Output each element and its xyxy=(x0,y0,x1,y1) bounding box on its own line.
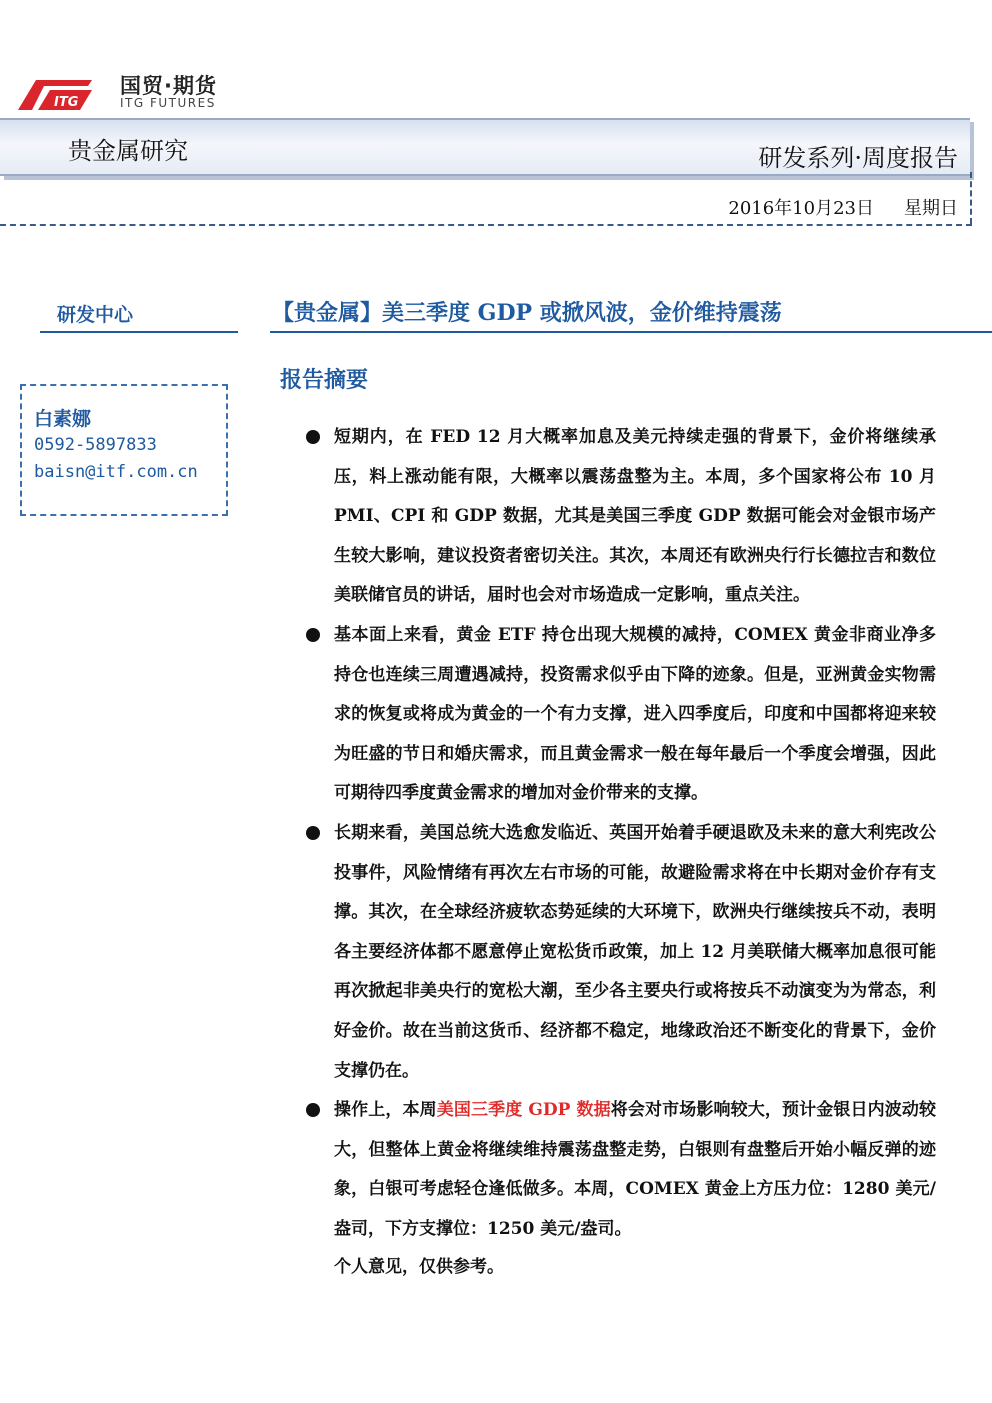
bullet-icon xyxy=(306,826,320,840)
report-date-line xyxy=(728,194,958,220)
company-logo xyxy=(18,70,218,114)
report-headline: 【贵金属】美三季度 GDP 或掀风波，金价维持震荡 xyxy=(272,300,782,326)
summary-item xyxy=(306,418,936,616)
date-divider xyxy=(0,224,972,226)
report-banner xyxy=(0,118,970,176)
report-date: 2016年10月23日 xyxy=(728,198,874,219)
summary-text: 基本面上来看，黄金 ETF 持仓出现大规模的减持，COMEX 黄金非商业净多持仓也连续三周遭遇减持，投资需求似乎由下降的迹象。但是，亚洲黄金实物需求的恢复或将成为黄金的一个有力支撑，进入四季度后，印度和中国都将迎来较为旺盛的节日和婚庆需求，而且黄金需求一般在每年最后一个季度会增强，因此可期待四季度黄金需求的增加对金价带来的支撑。 xyxy=(334,624,936,804)
analyst-phone: 0592-5897833 xyxy=(34,435,157,455)
analyst-name: 白素娜 xyxy=(34,408,92,430)
itg-logo-icon xyxy=(18,72,92,110)
bullet-icon xyxy=(306,430,320,444)
research-center-label: 研发中心 xyxy=(57,304,134,326)
headline-rule xyxy=(270,331,992,333)
closing-note: 个人意见，仅供参考。 xyxy=(334,1257,504,1277)
summary-title: 报告摘要 xyxy=(280,367,369,393)
highlighted-text: 美国三季度 GDP 数据 xyxy=(436,1100,611,1121)
summary-text-prefix: 操作上，本周 xyxy=(334,1100,437,1121)
logo-cn-text: 国贸·期货 xyxy=(120,74,217,98)
summary-text: 长期来看，美国总统大选愈发临近、英国开始着手硬退欧及未来的意大利宪改公投事件，风险情绪有再次左右市场的可能，故避险需求将在中长期对金价存有支撑。其次，在全球经济疲软态势延续的大环境下，欧洲央行继续按兵不动，表明各主要经济体都不愿意停止宽松货币政策，加上 12 月美联储大概率加息很可能再次掀起非美央行的宽松大潮，至少各主要央行或将按兵不动演变为为常态，利好金价。故在当前这货币、经济都不稳定，地缘政治还不断变化的背景下，金价支撑仍在。 xyxy=(334,822,936,1081)
report-series: 研发系列·周度报告 xyxy=(758,144,958,172)
logo-badge-text: ITG xyxy=(54,95,79,110)
analyst-contact-box xyxy=(20,384,228,516)
date-divider-vertical xyxy=(970,172,972,224)
summary-list xyxy=(306,418,936,1249)
sidebar-rule xyxy=(40,331,238,333)
summary-item xyxy=(306,616,936,814)
logo-en-text: ITG FUTURES xyxy=(120,96,216,110)
report-category: 贵金属研究 xyxy=(68,137,188,165)
report-weekday: 星期日 xyxy=(904,198,958,219)
bullet-icon xyxy=(306,1103,320,1117)
bullet-icon xyxy=(306,628,320,642)
summary-text-suffix: 将会对市场影响较大，预计金银日内波动较大，但整体上黄金将继续维持震荡盘整走势，白银则有盘整后开始小幅反弹的迹象，白银可考虑轻仓逢低做多。本周，COMEX 黄金上方压力位：1280 美元/盎司，下方支撑位：1250 美元/盎司。 xyxy=(334,1100,937,1239)
summary-item xyxy=(306,814,936,1091)
summary-item xyxy=(306,1091,936,1249)
analyst-email[interactable]: baisn@itf.com.cn xyxy=(34,462,198,482)
summary-text: 短期内，在 FED 12 月大概率加息及美元持续走强的背景下，金价将继续承压，料上涨动能有限，大概率以震荡盘整为主。本周，多个国家将公布 10 月 PMI、CPI 和 GDP 数据，尤其是美国三季度 GDP 数据可能会对金银市场产生较大影响，建议投资者密切关注。其次，本周还有欧洲央行行长德拉吉和数位美联储官员的讲话，届时也会对市场造成一定影响，重点关注。 xyxy=(334,427,936,606)
